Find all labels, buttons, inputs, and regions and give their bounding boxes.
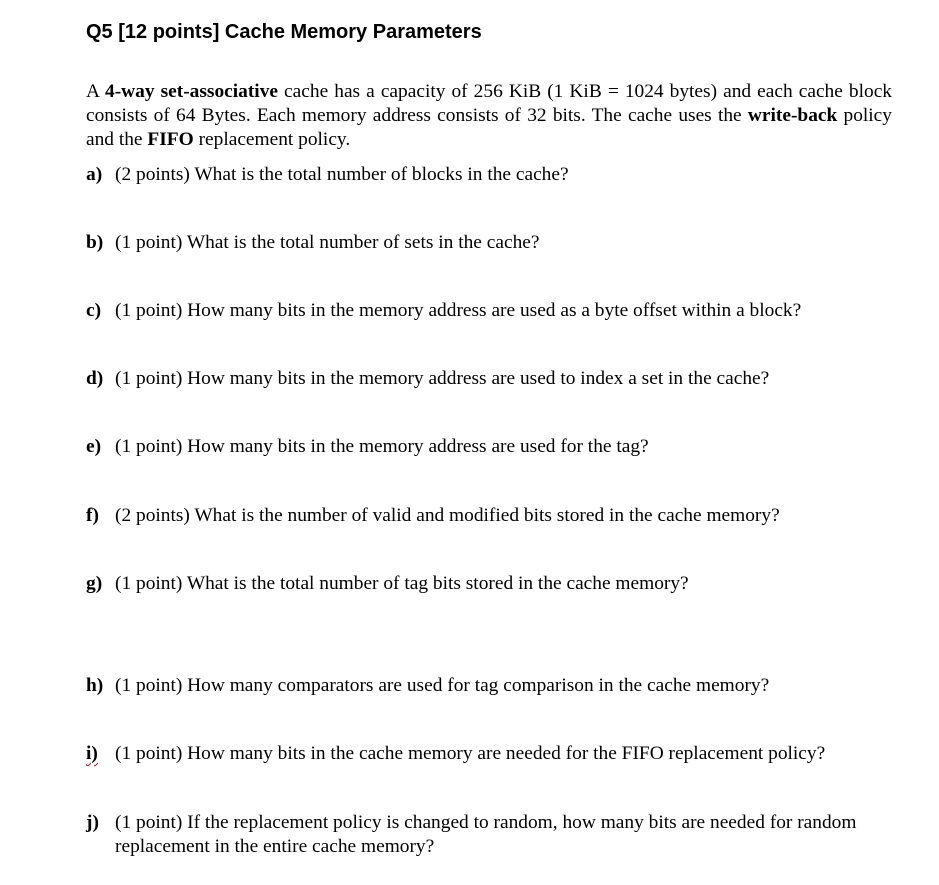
question-title: Q5 [12 points] Cache Memory Parameters: [86, 21, 482, 43]
question-g: [86, 572, 894, 596]
question-text: (1 point) What is the total number of tag bits stored in the cache memory?: [115, 573, 689, 594]
intro-bold-associativity: 4-way set-associative: [105, 81, 278, 102]
question-label: e): [86, 436, 102, 457]
intro-bold-write-policy: write-back: [747, 105, 838, 126]
question-label: d): [86, 368, 104, 389]
question-label: j): [86, 812, 99, 833]
question-label: c): [86, 300, 102, 321]
intro-bold-replacement: FIFO: [147, 129, 194, 150]
intro-text-1: A: [86, 81, 105, 102]
question-i: [86, 742, 894, 766]
question-c: [86, 299, 894, 323]
intro-text-3: policy and the: [86, 105, 892, 150]
question-label: h): [86, 675, 104, 696]
question-text: (2 points) What is the number of valid and modified bits stored in the cache memory?: [115, 505, 780, 526]
question-j: [86, 811, 894, 859]
question-text: (1 point) What is the total number of sets in the cache?: [115, 232, 540, 253]
question-text: (1 point) If the replacement policy is changed to random, how many bits are needed for random replacement in the entire cache memory?: [115, 812, 857, 857]
question-label: a): [86, 164, 103, 185]
question-text: (1 point) How many bits in the memory address are used as a byte offset within a block?: [115, 300, 802, 321]
question-label: f): [86, 505, 99, 526]
problem-statement: [86, 80, 892, 152]
question-label: g): [86, 573, 103, 594]
question-a: [86, 163, 894, 187]
question-e: [86, 435, 894, 459]
intro-text-4: replacement policy.: [193, 129, 351, 150]
question-text: (1 point) How many comparators are used for tag comparison in the cache memory?: [115, 675, 770, 696]
question-text: (1 point) How many bits in the memory address are used for the tag?: [115, 436, 649, 457]
question-b: [86, 231, 894, 255]
question-label: i): [86, 743, 98, 764]
question-text: (1 point) How many bits in the memory address are used to index a set in the cache?: [115, 368, 770, 389]
intro-text-2: cache has a capacity of 256 KiB (1 KiB = 1024 bytes) and each cache block consists of 64 Bytes. Each memory address consists of 32 bits. The cache uses the: [86, 81, 893, 126]
question-f: [86, 504, 894, 528]
question-h: [86, 674, 894, 698]
question-text: (1 point) How many bits in the cache memory are needed for the FIFO replacement policy?: [115, 743, 826, 764]
question-text: (2 points) What is the total number of blocks in the cache?: [115, 164, 569, 185]
question-label: b): [86, 232, 104, 253]
question-d: [86, 367, 894, 391]
